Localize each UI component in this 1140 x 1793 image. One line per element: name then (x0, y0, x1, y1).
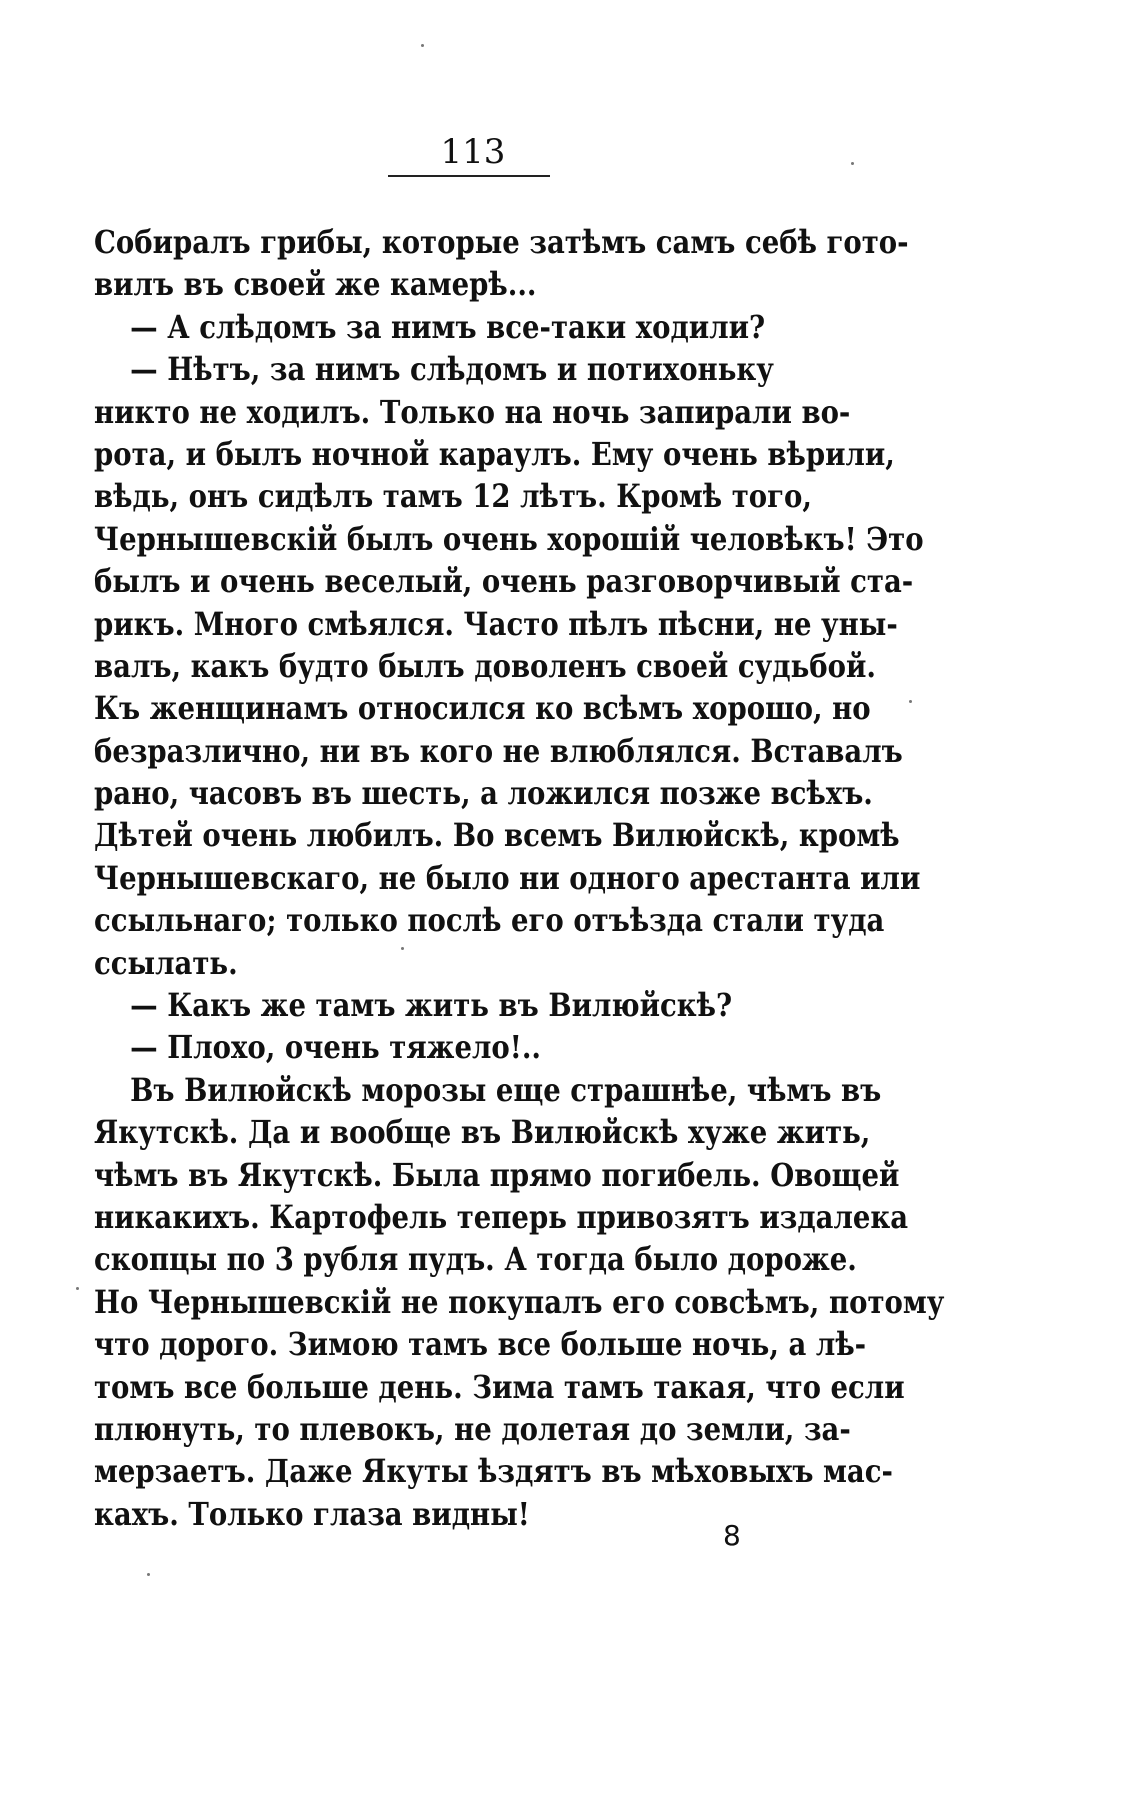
text-line: плюнуть, то плевокъ, не долетая до земли, за- (94, 1409, 851, 1448)
text-line: томъ все больше день. Зима тамъ такая, что если (94, 1367, 905, 1406)
paper-speck (421, 44, 424, 47)
text-line: валъ, какъ будто былъ доволенъ своей судьбой. (94, 646, 876, 685)
text-line: никто не ходилъ. Только на ночь запирали во- (94, 392, 851, 431)
paper-speck (401, 947, 404, 950)
text-line: вѣдь, онъ сидѣлъ тамъ 12 лѣтъ. Кромѣ того, (94, 477, 812, 516)
printer-signature-mark: 8 (723, 1519, 741, 1552)
text-line: Чернышевскій былъ очень хорошій человѣкъ! Это (94, 519, 924, 558)
text-line: кахъ. Только глаза видны! (94, 1494, 530, 1533)
text-line: что дорого. Зимою тамъ все больше ночь, а лѣ- (94, 1325, 867, 1364)
text-line: Чернышевскаго, не было ни одного арестанта или (94, 858, 921, 897)
text-line: Якутскѣ. Да и вообще въ Вилюйскѣ хуже жить, (94, 1113, 871, 1152)
text-line: — Какъ же тамъ жить въ Вилюйскѣ? (130, 986, 733, 1025)
text-line: Въ Вилюйскѣ морозы еще страшнѣе, чѣмъ въ (130, 1070, 882, 1109)
text-line: рано, часовъ въ шесть, а ложился позже всѣхъ. (94, 774, 873, 813)
text-line: рикъ. Много смѣялся. Часто пѣлъ пѣсни, не уны- (94, 604, 898, 643)
text-line: никакихъ. Картофель теперь привозятъ издалека (94, 1197, 909, 1236)
text-line: рота, и былъ ночной караулъ. Ему очень вѣрили, (94, 434, 895, 473)
text-line: скопцы по 3 рубля пудъ. А тогда было дороже. (94, 1240, 857, 1279)
text-line: — Нѣтъ, за нимъ слѣдомъ и потихоньку (130, 350, 774, 389)
text-line: Но Чернышевскій не покупалъ его совсѣмъ, потому (94, 1282, 945, 1321)
page-number-rule (388, 175, 550, 177)
text-line: — Плохо, очень тяжело!.. (130, 1028, 541, 1067)
page-number: 113 (440, 132, 506, 172)
text-line: чѣмъ въ Якутскѣ. Была прямо погибель. Овощей (94, 1155, 900, 1194)
text-line: мерзаетъ. Даже Якуты ѣздятъ въ мѣховыхъ мас- (94, 1452, 893, 1491)
text-line: Дѣтей очень любилъ. Во всемъ Вилюйскѣ, кромѣ (94, 816, 900, 855)
text-line: Къ женщинамъ относился ко всѣмъ хорошо, но (94, 689, 871, 728)
paper-speck (851, 162, 854, 165)
paper-speck (76, 1287, 79, 1290)
text-line: былъ и очень веселый, очень разговорчивый ста- (94, 562, 914, 601)
text-line: безразлично, ни въ кого не влюблялся. Вставалъ (94, 731, 903, 770)
paper-speck (147, 1573, 150, 1576)
body-text (94, 221, 945, 1535)
text-line: вилъ въ своей же камерѣ... (94, 265, 537, 304)
text-line: Собиралъ грибы, которые затѣмъ самъ себѣ гото- (94, 223, 909, 261)
text-line: ссылать. (94, 943, 238, 982)
text-line: ссыльнаго; только послѣ его отъѣзда стали туда (94, 901, 885, 940)
text-line: — А слѣдомъ за нимъ все-таки ходили? (130, 307, 766, 346)
paper-speck (909, 700, 912, 703)
